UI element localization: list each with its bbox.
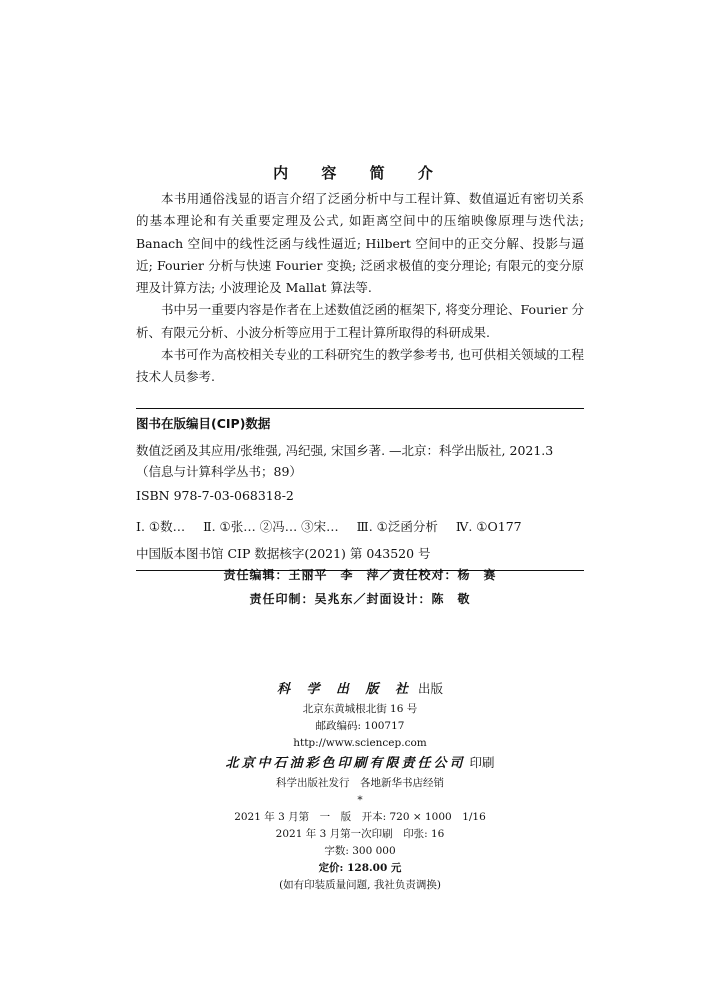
- cip-class-3: Ⅲ. ①泛函分析: [356, 519, 438, 534]
- publisher-address: 北京东黄城根北街 16 号: [302, 703, 418, 715]
- edition-line: 2021 年 3 月第 一 版 开本: 720 × 1000 1/16: [234, 811, 486, 823]
- printer-suffix: 印刷: [469, 755, 495, 770]
- distribution-line: 科学出版社发行 各地新华书店经销: [276, 777, 444, 789]
- editors-line-1: 责任编辑：王丽平 李 萍／责任校对：杨 赛: [223, 568, 497, 582]
- publisher-url: http://www.sciencep.com: [293, 737, 427, 749]
- price-line: 定价: 128.00 元: [318, 862, 402, 874]
- editors-line-2: 责任印制：吴兆东／封面设计：陈 敬: [249, 592, 471, 606]
- printing-line: 2021 年 3 月第一次印刷 印张: 16: [275, 828, 445, 840]
- printer-line: [0, 752, 720, 775]
- cip-isbn: ISBN 978-7-03-068318-2: [136, 488, 294, 503]
- wordcount-line: 字数: 300 000: [324, 845, 396, 857]
- publisher-block: [0, 678, 720, 894]
- cip-classification: [136, 516, 584, 537]
- publisher-postcode: 邮政编码: 100717: [315, 720, 405, 732]
- separator-star: *: [357, 794, 363, 806]
- summary-paragraph-1: 本书用通俗浅显的语言介绍了泛函分析中与工程计算、数值逼近有密切关系的基本理论和有关重要定理及公式, 如距离空间中的压缩映像原理与迭代法; Banach 空间中的线性泛函与线性逼近; Hilbert 空间中的正交分解、投影与逼近; Fourier 分析与快速 Fourier 变换; 泛函求极值的变分理论; 有限元的变分原理及计算方法; 小波理论及 Mallat 算法等.: [136, 191, 584, 296]
- summary-paragraph-3: 本书可作为高校相关专业的工科研究生的教学参考书, 也可供相关领域的工程技术人员参考.: [136, 347, 584, 385]
- publisher-name-line: [0, 678, 720, 701]
- publisher-suffix: 出版: [418, 681, 444, 696]
- cip-top-rule: [136, 408, 584, 409]
- page-title: 内 容 简 介: [273, 164, 447, 182]
- cip-block: [136, 408, 584, 571]
- cip-class-2: Ⅱ. ①张… ②冯… ③宋…: [203, 519, 339, 534]
- cip-class-4: Ⅳ. ①O177: [455, 519, 522, 534]
- cip-record: 中国版本图书馆 CIP 数据核字(2021) 第 043520 号: [136, 546, 431, 561]
- cip-heading: 图书在版编目(CIP)数据: [136, 416, 271, 431]
- cip-book-line: 数值泛函及其应用/张维强, 冯纪强, 宋国乡著. —北京：科学出版社, 2021.3: [136, 443, 554, 458]
- summary-paragraph-2: 书中另一重要内容是作者在上述数值泛函的框架下, 将变分理论、Fourier 分析、有限元分析、小波分析等应用于工程计算所取得的科研成果.: [136, 302, 584, 340]
- cip-series-line: （信息与计算科学丛书；89）: [136, 464, 302, 479]
- printer-name: 北京中石油彩色印刷有限责任公司: [225, 756, 466, 771]
- publisher-name: 科 学 出 版 社: [276, 682, 415, 697]
- summary-section: [136, 188, 584, 389]
- quality-note: (如有印装质量问题, 我社负责调换): [279, 879, 441, 891]
- cip-class-1: Ⅰ. ①数…: [136, 519, 186, 534]
